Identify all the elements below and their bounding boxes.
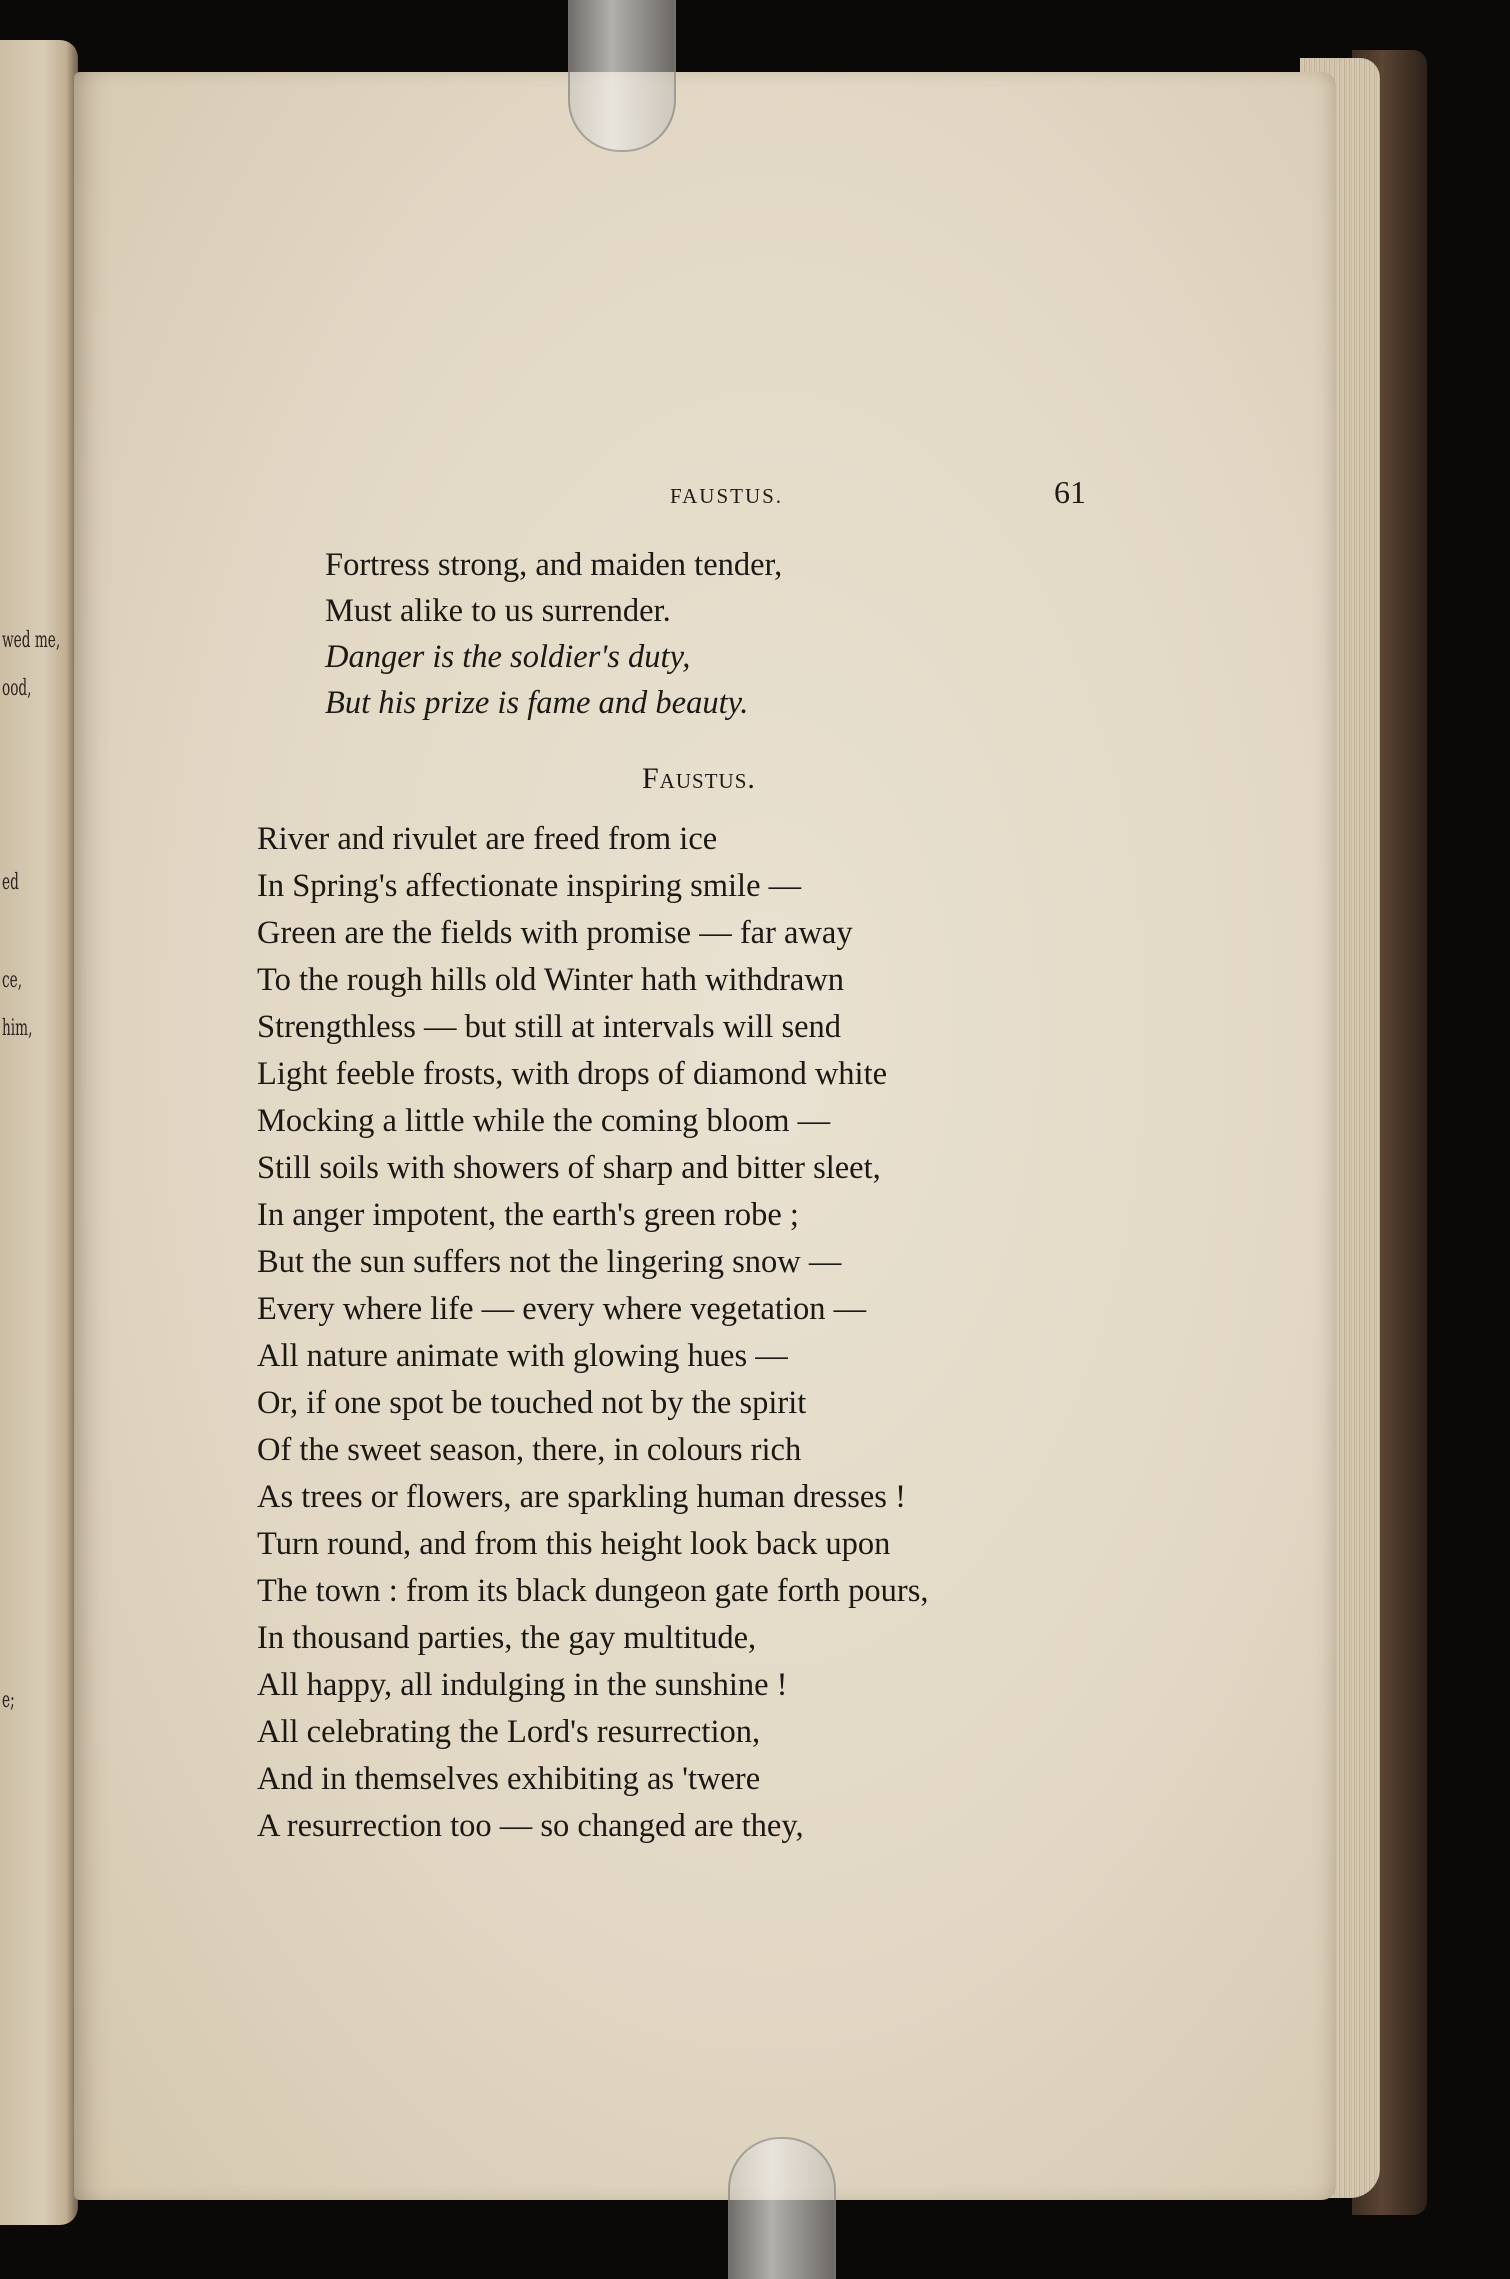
- verse-line: All happy, all indulging in the sunshine !: [257, 1667, 788, 1703]
- verse-line: As trees or flowers, are sparkling human dresses !: [257, 1479, 906, 1515]
- verse-line: Of the sweet season, there, in colours rich: [257, 1432, 802, 1468]
- verse-line: In Spring's affectionate inspiring smile —: [257, 868, 802, 904]
- running-head: FAUSTUS.: [670, 484, 784, 508]
- speaker-name: Faustus.: [642, 762, 756, 795]
- left-page-fragment: him,: [2, 1016, 33, 1041]
- verse-line: All nature animate with glowing hues —: [257, 1338, 788, 1374]
- glass-clamp-bottom: [728, 2137, 836, 2279]
- verse-line: Light feeble frosts, with drops of diamond white: [257, 1056, 888, 1092]
- verse-line: And in themselves exhibiting as 'twere: [257, 1761, 761, 1797]
- left-page-fragment: ood,: [2, 676, 32, 701]
- verse-line: In anger impotent, the earth's green robe ;: [257, 1197, 799, 1233]
- left-page-fragment: e;: [2, 1688, 15, 1713]
- verse-line: But the sun suffers not the lingering snow —: [257, 1244, 842, 1280]
- left-page-fragment: ed: [2, 870, 19, 895]
- verse-line: All celebrating the Lord's resurrection,: [257, 1714, 761, 1750]
- glass-clamp-top: [568, 0, 676, 152]
- right-page: [74, 72, 1336, 2200]
- verse-line: Must alike to us surrender.: [325, 593, 671, 629]
- left-page-fragment: wed me,: [2, 628, 61, 653]
- verse-line: Fortress strong, and maiden tender,: [325, 547, 783, 583]
- verse-line: Mocking a little while the coming bloom —: [257, 1103, 831, 1139]
- left-facing-page: [0, 40, 78, 2225]
- verse-line: Green are the fields with promise — far away: [257, 915, 853, 951]
- verse-line: A resurrection too — so changed are they,: [257, 1808, 804, 1844]
- verse-line: Or, if one spot be touched not by the spirit: [257, 1385, 807, 1421]
- verse-line: The town : from its black dungeon gate forth pours,: [257, 1573, 929, 1609]
- verse-line: Strengthless — but still at intervals will send: [257, 1009, 842, 1045]
- verse-line: To the rough hills old Winter hath withdrawn: [257, 962, 845, 998]
- verse-line: But his prize is fame and beauty.: [325, 685, 749, 721]
- verse-line: Still soils with showers of sharp and bitter sleet,: [257, 1150, 881, 1186]
- verse-line: In thousand parties, the gay multitude,: [257, 1620, 757, 1656]
- verse-line: Every where life — every where vegetation —: [257, 1291, 867, 1327]
- verse-line: River and rivulet are freed from ice: [257, 821, 718, 857]
- page-number: 61: [1054, 474, 1086, 510]
- verse-line: Turn round, and from this height look back upon: [257, 1526, 891, 1562]
- verse-line: Danger is the soldier's duty,: [325, 639, 691, 675]
- left-page-fragment: ce,: [2, 968, 23, 993]
